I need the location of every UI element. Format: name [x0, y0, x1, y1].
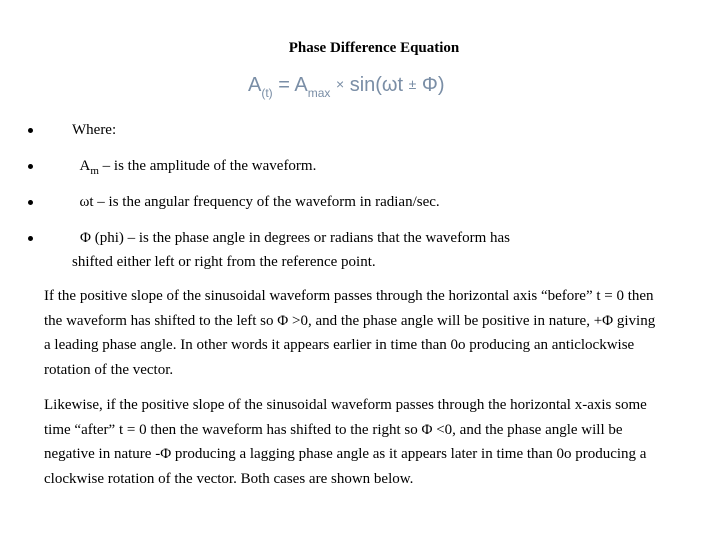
amplitude-symbol-sub: m [90, 165, 99, 177]
list-item [28, 118, 116, 142]
list-item-text [28, 154, 316, 183]
phase-desc-line2: shifted either left or right from the reference point. [72, 254, 376, 270]
eq-lhs-sub: (t) [261, 86, 273, 100]
list-item [28, 190, 440, 214]
eq-equals: = [278, 74, 290, 96]
eq-amp: A [294, 74, 308, 96]
amplitude-symbol: A [79, 158, 91, 174]
eq-lhs: A [248, 74, 262, 96]
phase-equation [248, 74, 498, 108]
paragraph-lagging: Likewise, if the positive slope of the sinusoidal waveform passes through the horizontal x-axis some time “after” t = 0 then the waveform has shifted to the right so Φ <0, and the phase angle will be negative in nature -Φ producing a lagging phase angle as it appears later in time than 0o producing a clockwise rotation of the vector. Both cases are shown below. [44, 397, 647, 487]
amplitude-desc: – is the amplitude of the waveform. [98, 158, 317, 174]
bullet-icon [28, 164, 33, 169]
eq-amp-sub: max [307, 86, 331, 100]
paragraph-leading: If the positive slope of the sinusoidal waveform passes through the horizontal axis “before” t = 0 then the waveform has shifted to the left so Φ >0, and the phase angle will be positive in nature, +Φ giving a leading phase angle. In other words it appears earlier in time than 0o producing an anticlockwise rotation of the vector. [44, 288, 656, 378]
list-item-text [28, 190, 440, 214]
list-item-text: Where: [72, 122, 117, 138]
list-item [28, 154, 316, 183]
eq-plus-minus: ± [408, 76, 417, 92]
bullet-icon [28, 128, 33, 133]
bullet-icon [28, 236, 33, 241]
eq-func: sin(ωt [349, 74, 404, 96]
eq-times: × [335, 76, 345, 92]
eq-phi: Φ [421, 74, 438, 96]
list-item [28, 226, 668, 274]
eq-close: ) [437, 74, 445, 96]
bullet-icon [28, 200, 33, 205]
page-title: Phase Difference Equation [288, 40, 460, 56]
frequency-desc: ωt – is the angular frequency of the waveform in radian/sec. [79, 194, 440, 210]
phase-desc-line1: Φ (phi) – is the phase angle in degrees or radians that the waveform has [80, 230, 510, 246]
